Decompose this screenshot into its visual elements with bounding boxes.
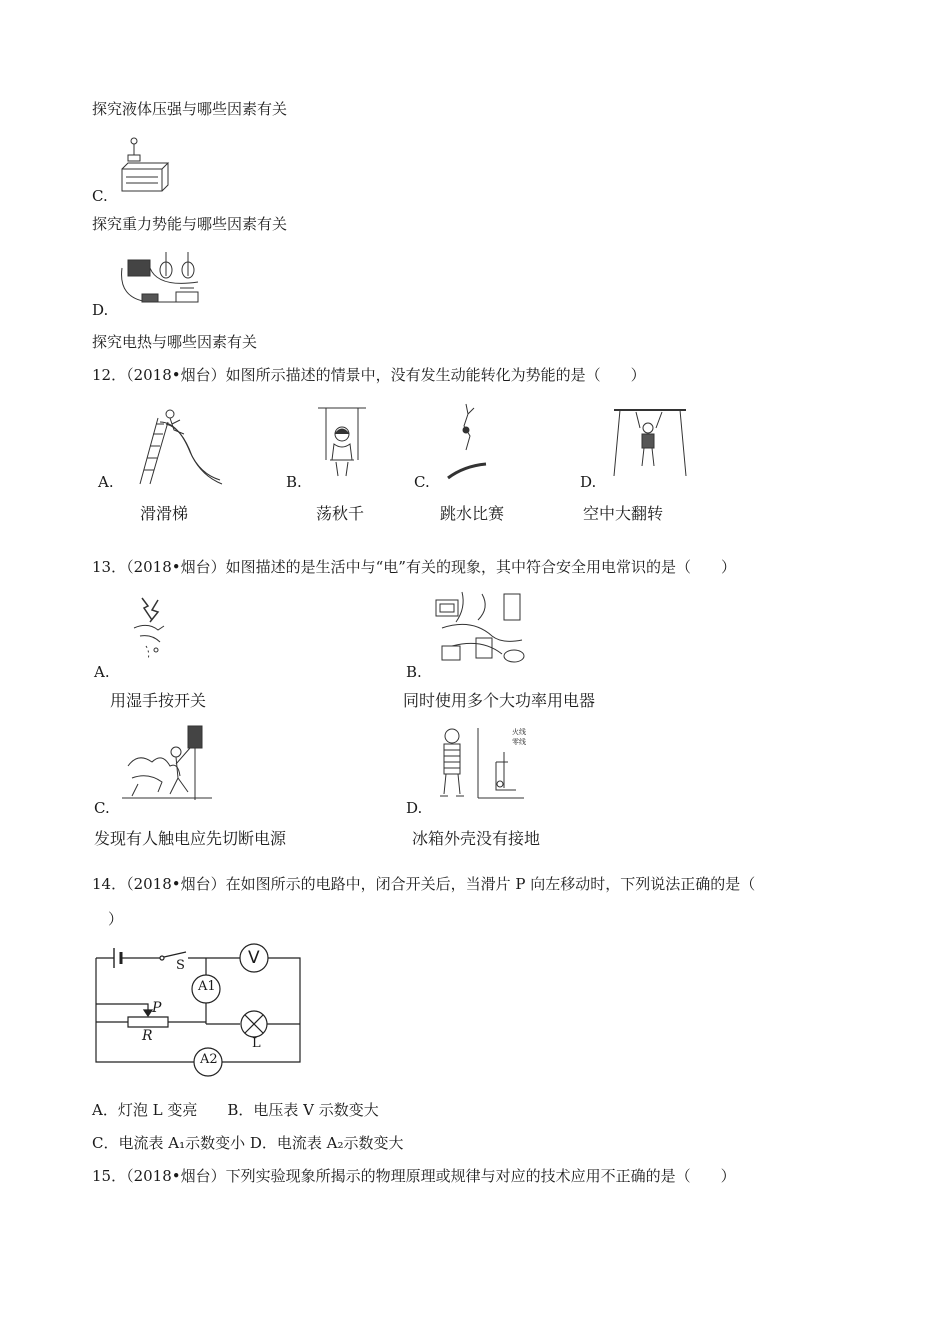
q14-stem-line2: ） — [108, 910, 124, 928]
q15-stem: 15．（2018•烟台）下列实验现象所揭示的物理原理或规律与对应的技术应用不正确的是（ ） — [92, 1167, 736, 1185]
fridge-sign-neutral: 零线 — [512, 738, 526, 746]
q12-option-a-label: A. — [98, 473, 114, 491]
circuit-diagram — [94, 944, 302, 1076]
q13-option-a-caption: 用湿手按开关 — [110, 691, 207, 710]
q14-options-line2: C．电流表 A₁示数变小 D．电流表 A₂示数变大 — [92, 1134, 404, 1152]
many-appliances-figure — [432, 588, 532, 668]
q13-option-c-caption: 发现有人触电应先切断电源 — [94, 829, 287, 848]
q12-option-a-caption: 滑滑梯 — [140, 504, 189, 523]
diving-figure — [444, 402, 490, 482]
swing-figure — [312, 404, 372, 482]
slider-label: P — [152, 1000, 162, 1016]
q14-stem-line1: 14．（2018•烟台）在如图所示的电路中，闭合开关后，当滑片 P 向左移动时，下列说法正确的是（ — [92, 875, 756, 893]
q13-option-d-label: D. — [406, 799, 423, 817]
option-c-caption: 探究重力势能与哪些因素有关 — [92, 215, 288, 233]
q12-option-b-label: B. — [286, 473, 302, 491]
q12-stem: 12．（2018•烟台）如图所示描述的情景中，没有发生动能转化为势能的是（ ） — [92, 366, 646, 384]
electric-heat-figure — [118, 248, 213, 310]
slide-figure — [130, 408, 225, 488]
q12-option-d-label: D. — [580, 473, 597, 491]
gymnastics-figure — [610, 406, 690, 478]
ammeter2-label: A2 — [200, 1052, 218, 1067]
ammeter1-label: A1 — [198, 979, 216, 994]
q13-option-b-label: B. — [406, 663, 422, 681]
q13-option-c-label: C. — [94, 799, 110, 817]
option-d-caption: 探究电热与哪些因素有关 — [92, 333, 258, 351]
q12-option-c-label: C. — [414, 473, 430, 491]
switch-label: S — [176, 958, 185, 973]
q13-option-b-caption: 同时使用多个大功率用电器 — [403, 691, 596, 710]
resistor-label: R — [142, 1028, 153, 1044]
wet-hand-switch-figure — [118, 592, 188, 664]
shock-rescue-figure — [118, 722, 218, 802]
lamp-label: L — [252, 1036, 261, 1051]
option-d-label: D. — [92, 301, 109, 319]
liquid-pressure-figure — [116, 133, 166, 195]
q14-options-line1: A．灯泡 L 变亮 B．电压表 V 示数变大 — [92, 1101, 379, 1119]
q13-option-a-label: A. — [94, 663, 110, 681]
option-c-label: C. — [92, 187, 108, 205]
q12-option-c-caption: 跳水比赛 — [440, 504, 505, 523]
q13-stem: 13．（2018•烟台）如图描述的是生活中与“电”有关的现象，其中符合安全用电常识的是（ ） — [92, 558, 736, 576]
voltmeter-label: V — [248, 948, 260, 968]
q12-option-b-caption: 荡秋千 — [316, 504, 365, 523]
q12-option-d-caption: 空中大翻转 — [583, 504, 664, 523]
q13-option-d-caption: 冰箱外壳没有接地 — [412, 829, 541, 848]
option-b-caption: 探究液体压强与哪些因素有关 — [92, 100, 288, 118]
fridge-sign-live: 火线 — [512, 728, 526, 736]
